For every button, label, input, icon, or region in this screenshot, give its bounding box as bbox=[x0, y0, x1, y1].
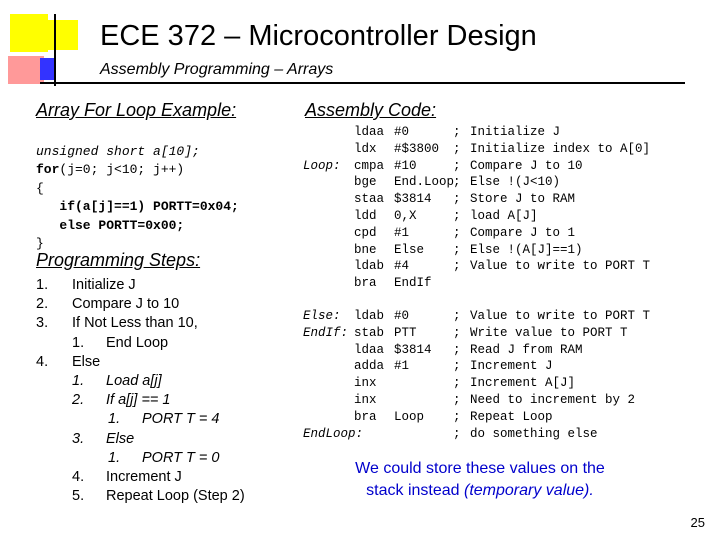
assembly-heading: Assembly Code: bbox=[305, 100, 437, 120]
asm-comment-marker: ; bbox=[453, 259, 461, 274]
asm-comment: load A[J] bbox=[470, 209, 538, 223]
asm-operand: EndIf bbox=[394, 276, 432, 291]
asm-opcode: ldab bbox=[354, 309, 385, 323]
asm-comment-marker: ; bbox=[453, 325, 461, 340]
asm-operand: #4 bbox=[394, 259, 410, 274]
asm-comment: Compare J to 1 bbox=[470, 225, 576, 240]
step-number: 3. bbox=[72, 430, 85, 447]
asm-opcode: staa bbox=[354, 192, 385, 207]
step-number: 2. bbox=[36, 296, 49, 313]
asm-comment-marker: ; bbox=[453, 175, 461, 190]
asm-comment-marker: ; bbox=[453, 393, 461, 407]
asm-comment: Value to write to PORT T bbox=[470, 309, 651, 323]
deco-vertical-line bbox=[54, 14, 56, 86]
step-text: Else bbox=[106, 430, 135, 447]
step-number: 1. bbox=[108, 411, 121, 428]
step-text: Initialize J bbox=[72, 277, 136, 293]
asm-comment: Repeat Loop bbox=[470, 409, 553, 424]
step-text: PORT T = 0 bbox=[142, 449, 220, 466]
c-code-line: else PORTT=0x00; bbox=[36, 217, 185, 233]
asm-operand: Loop bbox=[394, 409, 425, 424]
asm-comment: Value to write to PORT T bbox=[470, 259, 651, 274]
asm-label: EndLoop: bbox=[303, 426, 364, 441]
note-line-1: We could store these values on the bbox=[355, 460, 605, 477]
c-code-line: for(j=0; j<10; j++) bbox=[36, 162, 185, 177]
step-text: End Loop bbox=[106, 334, 169, 351]
asm-comment-marker: ; bbox=[453, 342, 461, 357]
asm-opcode: ldd bbox=[354, 209, 377, 223]
asm-opcode: cpd bbox=[354, 225, 377, 240]
asm-operand: #0 bbox=[394, 309, 410, 323]
slide-subtitle: Assembly Programming – Arrays bbox=[100, 61, 334, 78]
asm-comment-marker: ; bbox=[453, 225, 461, 240]
asm-opcode: inx bbox=[354, 393, 377, 407]
deco-yellow-square bbox=[10, 14, 48, 52]
asm-comment-marker: ; bbox=[453, 376, 461, 391]
step-number: 1. bbox=[72, 373, 85, 389]
asm-comment: Need to increment by 2 bbox=[470, 393, 636, 407]
step-number: 1. bbox=[36, 277, 49, 293]
asm-comment-marker: ; bbox=[453, 158, 461, 173]
asm-comment: Increment J bbox=[470, 359, 553, 374]
asm-comment: Increment A[J] bbox=[470, 376, 576, 391]
c-code-line: unsigned short a[10]; bbox=[36, 143, 200, 159]
asm-opcode: bne bbox=[354, 242, 377, 257]
step-number: 1. bbox=[108, 449, 121, 466]
step-number: 4. bbox=[36, 353, 49, 370]
step-number: 1. bbox=[72, 334, 85, 351]
asm-operand: #0 bbox=[394, 125, 410, 139]
asm-comment: Read J from RAM bbox=[470, 342, 583, 357]
asm-operand: Else bbox=[394, 242, 425, 257]
asm-operand: PTT bbox=[394, 325, 417, 340]
stack-note bbox=[300, 458, 660, 502]
asm-comment: Initialize index to A[0] bbox=[470, 141, 651, 156]
asm-comment: Else !(A[J]==1) bbox=[470, 242, 583, 257]
step-text: Repeat Loop (Step 2) bbox=[106, 488, 245, 505]
asm-label: EndIf: bbox=[303, 325, 349, 340]
asm-comment: Store J to RAM bbox=[470, 192, 576, 207]
step-text: Else bbox=[72, 353, 101, 370]
title-divider bbox=[40, 82, 685, 84]
asm-operand: 0,X bbox=[394, 209, 417, 223]
array-example-heading: Array For Loop Example: bbox=[36, 100, 237, 120]
asm-operand: #$3800 bbox=[394, 141, 440, 156]
asm-operand: #1 bbox=[394, 359, 410, 374]
asm-operand: $3814 bbox=[394, 192, 432, 207]
asm-opcode: cmpa bbox=[354, 158, 385, 173]
step-text: PORT T = 4 bbox=[142, 411, 220, 428]
asm-opcode: ldx bbox=[354, 141, 377, 156]
step-text: If a[j] == 1 bbox=[106, 392, 171, 409]
asm-comment-marker: ; bbox=[453, 409, 461, 424]
asm-comment: Write value to PORT T bbox=[470, 325, 628, 340]
step-number: 5. bbox=[72, 488, 85, 505]
page-number: 25 bbox=[690, 515, 705, 530]
asm-operand: #10 bbox=[394, 158, 417, 173]
step-text: Load a[j] bbox=[106, 373, 162, 389]
asm-operand: #1 bbox=[394, 225, 410, 240]
asm-opcode: stab bbox=[354, 325, 385, 340]
step-text: Compare J to 10 bbox=[72, 296, 180, 313]
asm-comment-marker: ; bbox=[453, 242, 461, 257]
step-text: Increment J bbox=[106, 469, 182, 485]
c-code-line: } bbox=[36, 236, 44, 251]
steps-heading: Programming Steps: bbox=[36, 250, 201, 270]
note-line-2: stack instead (temporary value). bbox=[366, 482, 594, 499]
asm-operand: End.Loop bbox=[394, 175, 455, 190]
asm-comment-marker: ; bbox=[453, 309, 461, 323]
asm-comment-marker: ; bbox=[453, 426, 461, 441]
asm-comment-marker: ; bbox=[453, 192, 461, 207]
asm-comment-marker: ; bbox=[453, 359, 461, 374]
slide-title: ECE 372 – Microcontroller Design bbox=[100, 20, 537, 52]
step-number: 2. bbox=[72, 392, 85, 409]
step-number: 4. bbox=[72, 469, 85, 485]
asm-comment: Else !(J<10) bbox=[470, 175, 561, 190]
c-code-line: if(a[j]==1) PORTT=0x04; bbox=[36, 199, 239, 214]
asm-opcode: ldaa bbox=[354, 342, 385, 357]
asm-operand: $3814 bbox=[394, 342, 432, 357]
asm-comment: Compare J to 10 bbox=[470, 158, 583, 173]
step-number: 3. bbox=[36, 315, 49, 332]
deco-red-square bbox=[8, 56, 44, 84]
asm-comment-marker: ; bbox=[453, 125, 461, 139]
asm-opcode: ldaa bbox=[354, 125, 385, 139]
c-code-line: { bbox=[36, 180, 44, 196]
asm-comment: do something else bbox=[470, 426, 598, 441]
asm-opcode: bra bbox=[354, 409, 377, 424]
asm-opcode: inx bbox=[354, 376, 377, 391]
asm-opcode: bge bbox=[354, 175, 377, 190]
asm-comment-marker: ; bbox=[453, 141, 461, 156]
deco-yellow-square-2 bbox=[48, 20, 78, 50]
asm-label: Loop: bbox=[303, 158, 341, 173]
step-text: If Not Less than 10, bbox=[72, 315, 198, 332]
asm-opcode: adda bbox=[354, 359, 385, 374]
asm-opcode: ldab bbox=[354, 259, 385, 274]
asm-opcode: bra bbox=[354, 276, 377, 291]
asm-comment-marker: ; bbox=[453, 209, 461, 223]
asm-label: Else: bbox=[303, 309, 341, 323]
asm-comment: Initialize J bbox=[470, 125, 561, 139]
